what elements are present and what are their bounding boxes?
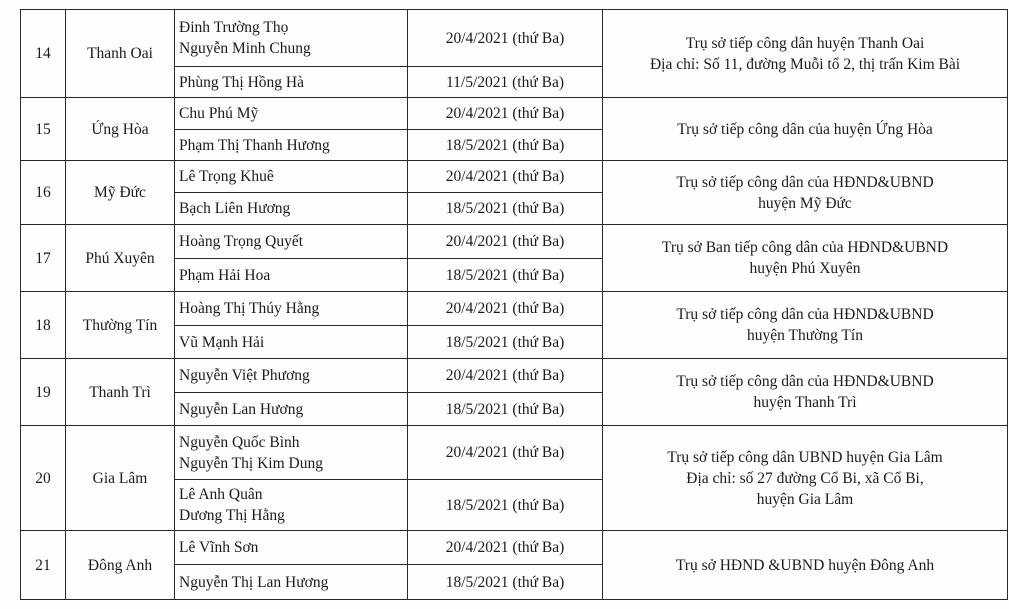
table-row xyxy=(21,426,1008,480)
receiver-names xyxy=(175,193,408,225)
place-line: huyện Gia Lâm xyxy=(756,490,854,508)
receiver-names xyxy=(175,531,408,565)
receiver-names xyxy=(175,480,408,531)
district-name: Đông Anh xyxy=(66,531,175,600)
district-name: Mỹ Đức xyxy=(66,161,175,225)
receiver-name: Hoàng Trọng Quyết xyxy=(179,233,304,250)
reception-date: 20/4/2021 (thứ Ba) xyxy=(408,359,603,393)
place-line: Trụ sở tiếp công dân của huyện Ứng Hòa xyxy=(677,120,933,138)
receiver-names xyxy=(175,130,408,161)
district-name: Thanh Trì xyxy=(66,359,175,426)
receiver-names xyxy=(175,161,408,193)
receiver-name: Nguyễn Thị Lan Hương xyxy=(179,573,329,591)
schedule-body xyxy=(21,10,1008,600)
reception-place xyxy=(603,225,1008,292)
reception-date: 18/5/2021 (thứ Ba) xyxy=(408,326,603,359)
table-row xyxy=(21,161,1008,193)
place-line: huyện Thường Tín xyxy=(747,327,863,344)
row-number: 17 xyxy=(21,225,66,292)
row-number: 20 xyxy=(21,426,66,531)
reception-place xyxy=(603,359,1008,426)
citizen-reception-schedule-table xyxy=(20,9,1008,600)
place-line: Địa chỉ: Số 11, đường Muỗi tổ 2, thị trấn Kim Bài xyxy=(649,55,961,73)
reception-date: 20/4/2021 (thứ Ba) xyxy=(408,225,603,259)
place-line: Trụ sở tiếp công dân của HĐND&UBND xyxy=(676,373,934,390)
reception-place xyxy=(603,98,1008,161)
receiver-names xyxy=(175,67,408,98)
reception-date: 18/5/2021 (thứ Ba) xyxy=(408,193,603,225)
district-name: Thanh Oai xyxy=(66,10,175,98)
receiver-name: Hoàng Thị Thúy Hằng xyxy=(179,300,320,317)
receiver-name: Nguyễn Thị Kim Dung xyxy=(179,454,323,472)
receiver-name: Nguyễn Quốc Bình xyxy=(179,433,300,451)
place-line: Trụ sở Ban tiếp công dân của HĐND&UBND xyxy=(661,239,949,256)
receiver-name: Nguyễn Việt Phương xyxy=(179,367,310,384)
reception-place xyxy=(603,426,1008,531)
district-name: Ứng Hòa xyxy=(66,98,175,161)
reception-date: 18/5/2021 (thứ Ba) xyxy=(408,130,603,161)
district-name: Thường Tín xyxy=(66,292,175,359)
row-number: 14 xyxy=(21,10,66,98)
table-row xyxy=(21,531,1008,565)
reception-date: 20/4/2021 (thứ Ba) xyxy=(408,161,603,193)
district-name: Phú Xuyên xyxy=(66,225,175,292)
reception-date: 20/4/2021 (thứ Ba) xyxy=(408,10,603,67)
place-line: Trụ sở tiếp công dân của HĐND&UBND xyxy=(676,306,934,323)
row-number: 15 xyxy=(21,98,66,161)
receiver-name: Phạm Thị Thanh Hương xyxy=(179,136,330,154)
receiver-names xyxy=(175,393,408,426)
table-row xyxy=(21,98,1008,130)
receiver-names xyxy=(175,326,408,359)
reception-date: 18/5/2021 (thứ Ba) xyxy=(408,393,603,426)
receiver-names xyxy=(175,426,408,480)
reception-date: 20/4/2021 (thứ Ba) xyxy=(408,292,603,326)
receiver-name: Nguyễn Lan Hương xyxy=(179,400,304,418)
receiver-names xyxy=(175,359,408,393)
receiver-names xyxy=(175,225,408,259)
receiver-name: Phùng Thị Hồng Hà xyxy=(179,73,305,91)
reception-date: 11/5/2021 (thứ Ba) xyxy=(408,67,603,98)
receiver-names xyxy=(175,10,408,67)
reception-date: 20/4/2021 (thứ Ba) xyxy=(408,531,603,565)
row-number: 19 xyxy=(21,359,66,426)
receiver-name: Lê Anh Quân xyxy=(179,486,263,503)
reception-place xyxy=(603,10,1008,98)
place-line: Địa chỉ: số 27 đường Cổ Bi, xã Cổ Bi, xyxy=(686,469,924,487)
place-line: huyện Thanh Trì xyxy=(753,394,857,411)
place-line: huyện Mỹ Đức xyxy=(758,194,852,212)
place-line: Trụ sở tiếp công dân UBND huyện Gia Lâm xyxy=(667,448,943,466)
place-line: Trụ sở tiếp công dân huyện Thanh Oai xyxy=(685,34,925,52)
table-row xyxy=(21,225,1008,259)
reception-date: 18/5/2021 (thứ Ba) xyxy=(408,259,603,292)
receiver-name: Bạch Liên Hương xyxy=(179,200,291,217)
receiver-name: Chu Phú Mỹ xyxy=(179,105,259,122)
receiver-name: Dương Thị Hằng xyxy=(179,507,285,524)
reception-place xyxy=(603,292,1008,359)
table-row xyxy=(21,292,1008,326)
reception-date: 20/4/2021 (thứ Ba) xyxy=(408,426,603,480)
reception-place xyxy=(603,161,1008,225)
receiver-names xyxy=(175,259,408,292)
receiver-name: Phạm Hải Hoa xyxy=(179,266,271,284)
place-line: Trụ sở HĐND &UBND huyện Đông Anh xyxy=(675,556,935,574)
receiver-name: Đinh Trường Thọ xyxy=(179,19,289,36)
table-row xyxy=(21,359,1008,393)
reception-date: 18/5/2021 (thứ Ba) xyxy=(408,565,603,600)
place-line: huyện Phú Xuyên xyxy=(749,260,861,277)
reception-date: 20/4/2021 (thứ Ba) xyxy=(408,98,603,130)
row-number: 21 xyxy=(21,531,66,600)
receiver-name: Vũ Mạnh Hải xyxy=(179,333,265,351)
receiver-name: Nguyễn Minh Chung xyxy=(179,40,311,57)
place-line: Trụ sở tiếp công dân của HĐND&UBND xyxy=(676,173,934,191)
receiver-names xyxy=(175,98,408,130)
reception-date: 18/5/2021 (thứ Ba) xyxy=(408,480,603,531)
table-row xyxy=(21,10,1008,67)
row-number: 18 xyxy=(21,292,66,359)
district-name: Gia Lâm xyxy=(66,426,175,531)
receiver-name: Lê Trọng Khuê xyxy=(179,168,274,185)
reception-place xyxy=(603,531,1008,600)
receiver-names xyxy=(175,292,408,326)
row-number: 16 xyxy=(21,161,66,225)
receiver-name: Lê Vĩnh Sơn xyxy=(179,539,259,556)
receiver-names xyxy=(175,565,408,600)
